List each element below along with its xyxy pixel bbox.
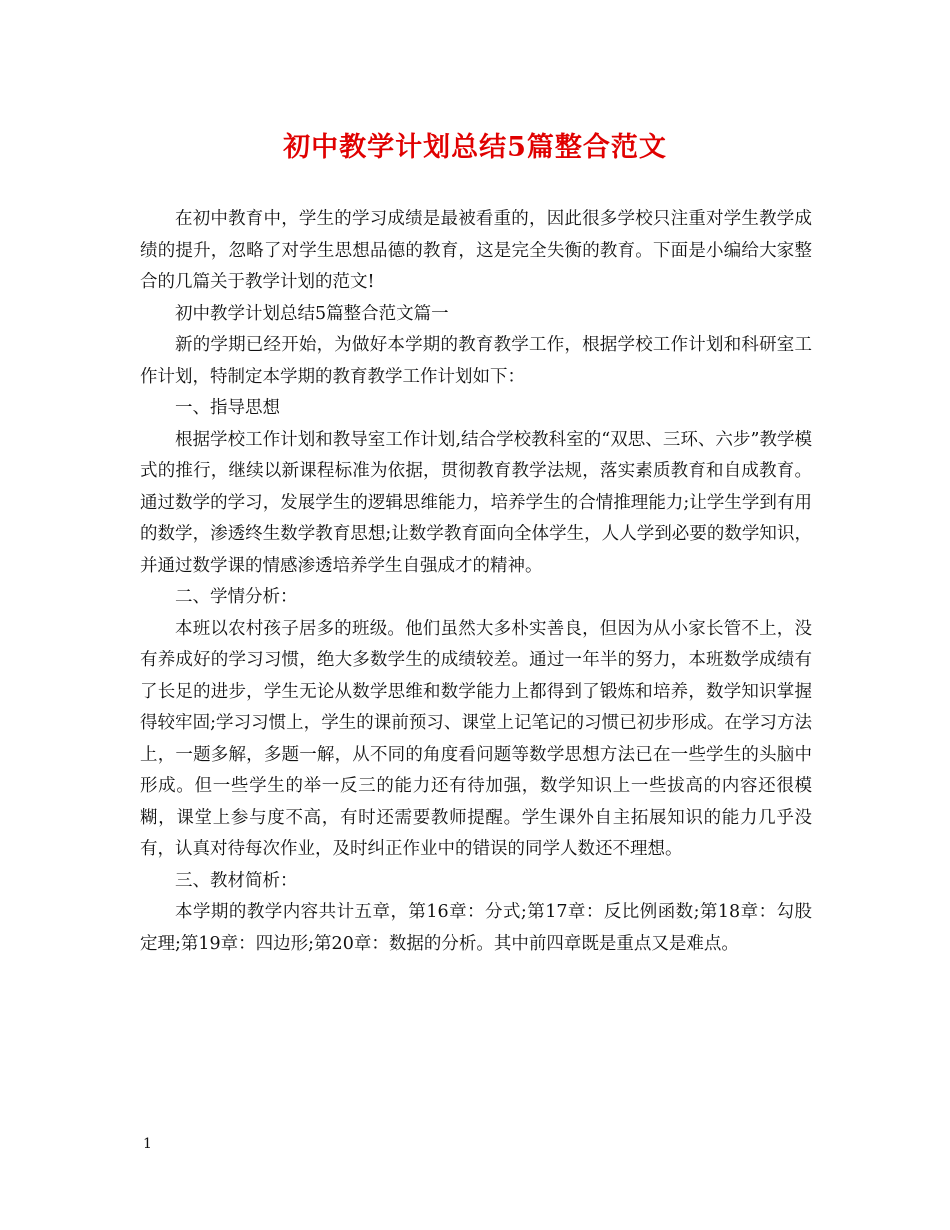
heading-student-analysis: 二、学情分析： — [175, 587, 298, 607]
document-body — [140, 204, 812, 960]
document-title: 初中教学计划总结5篇整合范文 — [283, 132, 667, 163]
paragraph-student-analysis: 本班以农村孩子居多的班级。他们虽然大多朴实善良，但因为从小家长管不上，没有养成好的学习习惯，绝大多数学生的成绩较差。通过一年半的努力，本班数学成绩有了长足的进步，学生无论从数学思维和数学能力上都得到了锻炼和培养，数学知识掌握得较牢固;学习习惯上，学生的课前预习、课堂上记笔记的习惯已初步形成。在学习方法上，一题多解，多题一解，从不同的角度看问题等数学思想方法已在一些学生的头脑中形成。但一些学生的举一反三的能力还有待加强，数学知识上一些拔高的内容还很模糊，课堂上参与度不高，有时还需要教师提醒。学生课外自主拓展知识的能力几乎没有，认真对待每次作业，及时纠正作业中的错误的同学人数还不理想。 — [140, 618, 812, 859]
intro-paragraph: 在初中教育中，学生的学习成绩是最被看重的，因此很多学校只注重对学生教学成绩的提升，忽略了对学生思想品德的教育，这是完全失衡的教育。下面是小编给大家整合的几篇关于教学计划的范文! — [140, 209, 812, 292]
heading-guiding-thought: 一、指导思想 — [175, 398, 280, 418]
paragraph-textbook-analysis: 本学期的教学内容共计五章，第16章：分式;第17章：反比例函数;第18章：勾股定理;第19章：四边形;第20章：数据的分析。其中前四章既是重点又是难点。 — [140, 902, 812, 954]
section-title-article-one: 初中教学计划总结5篇整合范文篇一 — [175, 303, 449, 324]
heading-textbook-analysis: 三、教材简析： — [175, 870, 298, 891]
paragraph-opening: 新的学期已经开始，为做好本学期的教育教学工作，根据学校工作计划和科研室工作计划，特制定本学期的教育教学工作计划如下： — [140, 335, 812, 387]
paragraph-guiding-thought: 根据学校工作计划和教导室工作计划,结合学校教科室的“双思、三环、六步”教学模式的推行，继续以新课程标准为依据，贯彻教育教学法规，落实素质教育和自成教育。通过数学的学习，发展学生的逻辑思维能力，培养学生的合情推理能力;让学生学到有用的数学，渗透终生数学教育思想;让数学教育面向全体学生，人人学到必要的数学知识，并通过数学课的情感渗透培养学生自强成才的精神。 — [140, 429, 812, 576]
page-number: 1 — [143, 1136, 152, 1152]
